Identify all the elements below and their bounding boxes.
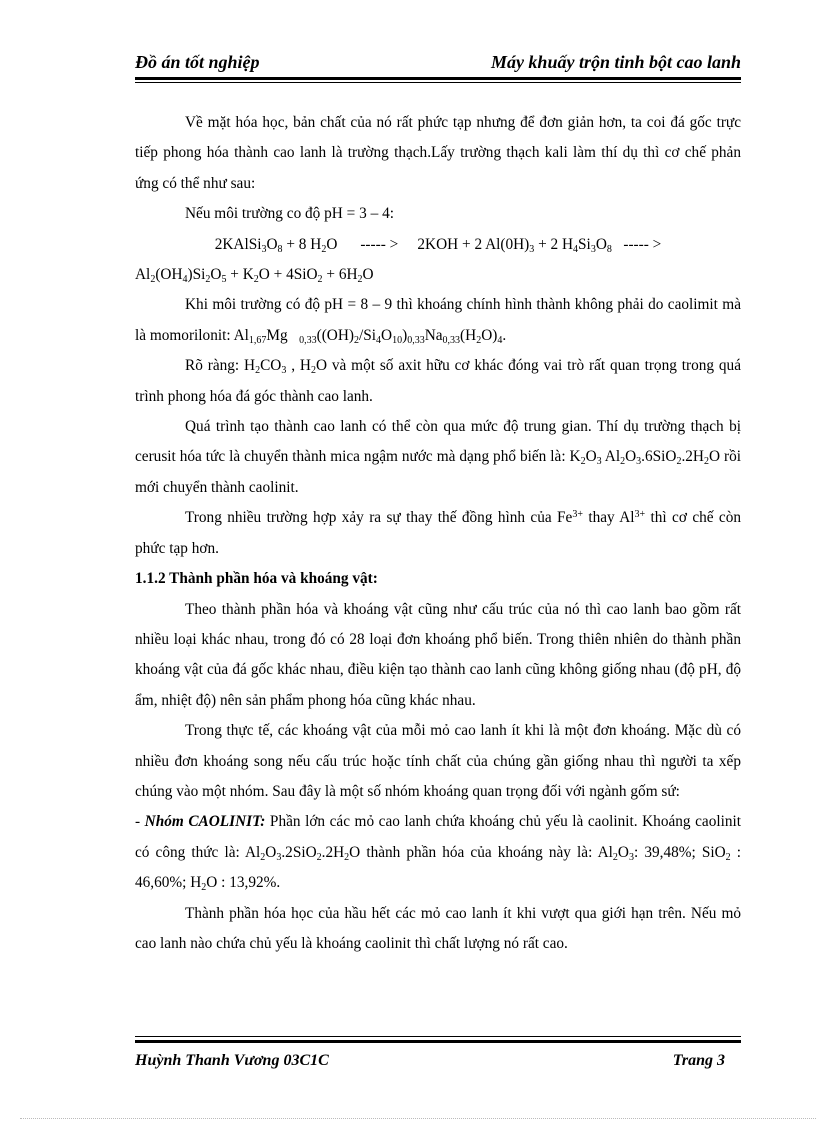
header-subject: Máy khuấy trộn tinh bột cao lanh bbox=[490, 52, 741, 72]
paragraph: Theo thành phần hóa và khoáng vật cũng như cấu trúc của nó thì cao lanh bao gồm rất nhiều loại khác nhau, trong đó có 28 loại đơn khoáng phổ biến. Trong thiên nhiên do thành phần khoáng vật của đá gốc khác nhau, điều kiện tạo thành cao lanh cũng không giống nhau (độ pH, độ ẩm, nhiệt độ) nên sản phẩm phong hóa cũng khác nhau. bbox=[135, 600, 741, 709]
header-rule-thick bbox=[135, 77, 741, 80]
paragraph: Khi môi trường có độ pH = 8 – 9 thì khoáng chính hình thành không phải do caolimit mà là momorilonit: $Al_{1,67}Mg$ $_{0,33}((OH)_2/Si_4O_{10})_{0,33}Na_{0,33}(H_2O)_4$. bbox=[135, 296, 741, 346]
page-footer bbox=[135, 1052, 725, 1074]
group-label: Nhóm CAOLINIT: bbox=[144, 813, 266, 831]
paragraph: Về mặt hóa học, bản chất của nó rất phức tạp nhưng để đơn giản hơn, ta coi đá gốc trực tiếp phong hóa thành cao lanh là trường thạch.Lấy trường thạch kali làm thí dụ thì cơ chế phản ứng có thể như sau: bbox=[135, 114, 741, 192]
page-number: Trang 3 bbox=[672, 1052, 725, 1069]
header-rule-thin bbox=[135, 82, 741, 83]
paragraph: - Nhóm CAOLINIT: Phần lớn các mỏ cao lanh chứa khoáng chủ yếu là caolinit. Khoáng caolinit có công thức là: $Al_2O_3.2SiO_2.2H_2O$ thành phần hóa của khoáng này là: $Al_2O_3$: 39,48%; SiO$_2$ : 46,60%; $H_2O$ : 13,92%. bbox=[135, 813, 741, 894]
paragraph: Trong thực tế, các khoáng vật của mỗi mỏ cao lanh ít khi là một đơn khoáng. Mặc dù có nhiều đơn khoáng song nếu cấu trúc hoặc tính chất của chúng gần giống nhau thì người ta xếp chúng vào một nhóm. Sau đây là một số nhóm khoáng quan trọng đối với ngành gốm sứ: bbox=[135, 722, 741, 800]
paragraph: Quá trình tạo thành cao lanh có thể còn qua mức độ trung gian. Thí dụ trường thạch bị cerusit hóa tức là chuyển thành mica ngậm nước mà dạng phổ biến là: $K_2O_3$ $Al_2O_3.6SiO_2.2H_2O$ rồi mới chuyển thành caolinit. bbox=[135, 418, 741, 496]
page-body bbox=[135, 108, 741, 959]
footer-author: Huỳnh Thanh Vương 03C1C bbox=[135, 1052, 329, 1069]
paragraph: Trong nhiều trường hợp xảy ra sự thay thế đồng hình của $Fe^{3+}$ thay $Al^{3+}$ thì cơ chế còn phức tạp hơn. bbox=[135, 509, 742, 557]
paragraph: Nếu môi trường co độ pH = 3 – 4: bbox=[185, 205, 394, 223]
page-header bbox=[135, 52, 741, 76]
paragraph: Thành phần hóa học của hầu hết các mỏ cao lanh ít khi vượt qua giới hạn trên. Nếu mỏ cao lanh nào chứa chủ yếu là khoáng caolinit thì chất lượng nó rất cao. bbox=[135, 904, 741, 952]
paragraph: Rõ ràng: $H_2CO_3$ , $H_2O$ và một số axit hữu cơ khác đóng vai trò rất quan trọng trong quá trình phong hóa đá góc thành cao lanh. bbox=[135, 357, 741, 405]
equation-line-2: $Al_2(OH_4)Si_2O_5 + K_2O + 4SiO_2 + 6H_2O$ bbox=[135, 266, 374, 286]
section-heading: 1.1.2 Thành phần hóa và khoáng vật: bbox=[135, 570, 378, 588]
footer-rule-thick bbox=[135, 1040, 741, 1043]
page-break-line bbox=[20, 1118, 816, 1119]
equation-line-1: $2KAlSi_3O_8 + 8$ $H_2O$ ----- > 2KOH + 2 $Al(0H)_3 + 2$ $H_4Si_3O_8$ ----- > bbox=[214, 235, 662, 255]
header-title: Đồ án tốt nghiệp bbox=[135, 52, 260, 72]
footer-rule-thin bbox=[135, 1036, 741, 1037]
